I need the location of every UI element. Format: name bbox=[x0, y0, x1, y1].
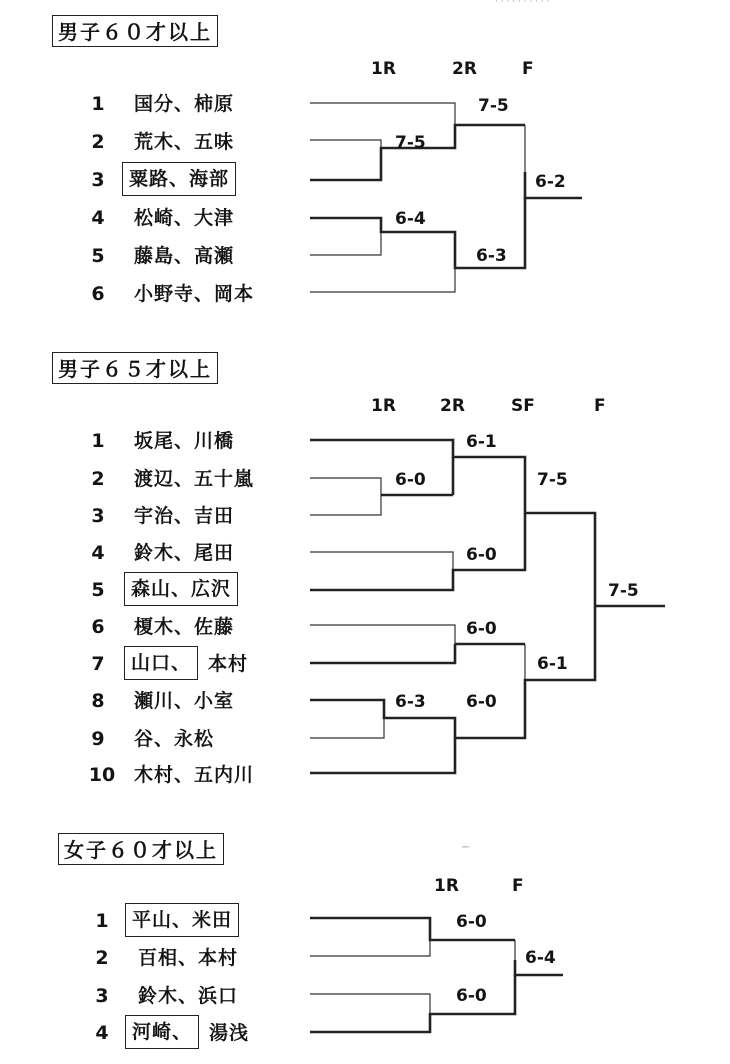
entry-number: 4 bbox=[95, 1022, 109, 1044]
entry-name: 松崎、大津 bbox=[134, 207, 235, 229]
entry-name: 坂尾、川橋 bbox=[134, 430, 235, 452]
entry-number: 6 bbox=[91, 283, 105, 305]
entry-number: 4 bbox=[91, 542, 105, 564]
entry-number: 1 bbox=[95, 910, 109, 932]
match-score: 6-1 bbox=[537, 654, 568, 674]
entry-number: 2 bbox=[91, 131, 105, 153]
entry-number: 3 bbox=[95, 985, 109, 1007]
entry-number: 6 bbox=[91, 616, 105, 638]
entry-number: 4 bbox=[91, 207, 105, 229]
s3-line-2 bbox=[310, 940, 430, 956]
round-label-f: F bbox=[522, 59, 534, 79]
match-score: 6-0 bbox=[466, 692, 497, 712]
s2-line-3 bbox=[310, 495, 381, 515]
s1-line-6 bbox=[310, 268, 455, 292]
entry-name: 榎木、佐藤 bbox=[134, 616, 235, 638]
entry-name: 藤島、高瀬 bbox=[134, 245, 235, 267]
round-label-1r: 1R bbox=[371, 396, 396, 416]
match-score: 7-5 bbox=[608, 581, 639, 601]
match-score: 7-5 bbox=[537, 470, 568, 490]
match-score: 6-0 bbox=[466, 545, 497, 565]
round-label-f: F bbox=[594, 396, 606, 416]
section-title-women-60: 女子６０才以上 bbox=[58, 833, 224, 865]
s2-line-9 bbox=[310, 718, 384, 738]
s2-line-2 bbox=[310, 478, 381, 495]
match-score: 6-4 bbox=[395, 209, 426, 229]
entry-name: 国分、柿原 bbox=[134, 93, 235, 115]
entry-number: 3 bbox=[91, 505, 105, 527]
entry-number: 9 bbox=[91, 728, 105, 750]
entry-name: 渡辺、五十嵐 bbox=[134, 468, 255, 490]
entry-name-winner: 森山、広沢 bbox=[124, 572, 238, 606]
s2-line-7 bbox=[310, 644, 455, 663]
match-score: 6-0 bbox=[395, 470, 426, 490]
match-score: 6-3 bbox=[476, 246, 507, 266]
entry-number: 1 bbox=[91, 430, 105, 452]
entry-name: 谷、永松 bbox=[134, 728, 215, 750]
round-label-1r: 1R bbox=[434, 876, 459, 896]
entry-name-winner: 粟路、海部 bbox=[122, 162, 236, 196]
s1-line-1 bbox=[310, 103, 455, 125]
entry-number: 2 bbox=[91, 468, 105, 490]
round-label-2r: 2R bbox=[440, 396, 465, 416]
entry-name: 瀬川、小室 bbox=[134, 690, 235, 712]
match-score: 7-5 bbox=[478, 96, 509, 116]
s3-line-3 bbox=[310, 994, 430, 1014]
scan-artifact-mid: ─· bbox=[462, 843, 471, 853]
section-title-men-65: 男子６５才以上 bbox=[52, 352, 218, 384]
entry-number: 5 bbox=[91, 579, 105, 601]
entry-number: 5 bbox=[91, 245, 105, 267]
match-score: 6-3 bbox=[395, 692, 426, 712]
match-score: 6-0 bbox=[456, 912, 487, 932]
entry-name: 鈴木、尾田 bbox=[134, 542, 235, 564]
match-score: 6-4 bbox=[525, 948, 556, 968]
entry-number: 10 bbox=[88, 764, 116, 786]
entry-number: 3 bbox=[91, 169, 105, 191]
s2-winner-10 bbox=[310, 606, 595, 773]
entry-name: 小野寺、岡本 bbox=[134, 283, 255, 305]
match-score: 6-2 bbox=[535, 172, 566, 192]
entry-name: 荒木、五味 bbox=[134, 131, 235, 153]
round-label-2r: 2R bbox=[452, 59, 477, 79]
entry-name: 宇治、吉田 bbox=[134, 505, 235, 527]
round-label-sf: SF bbox=[511, 396, 535, 416]
entry-name-boxed-part: 山口、 bbox=[124, 646, 198, 680]
s2-winner-8 bbox=[310, 700, 455, 738]
s1-line-5 bbox=[310, 232, 381, 255]
section-title-men-60: 男子６０才以上 bbox=[52, 15, 218, 47]
round-label-1r: 1R bbox=[371, 59, 396, 79]
scan-artifact-top: · · · · · · · · · · bbox=[495, 0, 550, 7]
entry-number: 2 bbox=[95, 947, 109, 969]
entry-name: 鈴木、浜口 bbox=[138, 985, 239, 1007]
entry-number: 8 bbox=[91, 690, 105, 712]
s2-line-4 bbox=[310, 552, 453, 570]
entry-number: 7 bbox=[91, 653, 105, 675]
entry-name: 木村、五内川 bbox=[134, 764, 255, 786]
match-score: 6-1 bbox=[466, 432, 497, 452]
match-score: 6-0 bbox=[466, 619, 497, 639]
entry-name-rest: 湯浅 bbox=[209, 1022, 250, 1044]
round-label-f: F bbox=[512, 876, 524, 896]
entry-number: 1 bbox=[91, 93, 105, 115]
match-score: 7-5 bbox=[395, 133, 426, 153]
match-score: 6-0 bbox=[456, 986, 487, 1006]
entry-name: 百相、本村 bbox=[138, 947, 239, 969]
s1-line-2 bbox=[310, 140, 381, 148]
entry-name-winner: 平山、米田 bbox=[125, 903, 239, 937]
entry-name-boxed-part: 河崎、 bbox=[125, 1015, 199, 1049]
entry-name-rest: 本村 bbox=[208, 653, 249, 675]
s2-line-6 bbox=[310, 625, 455, 644]
